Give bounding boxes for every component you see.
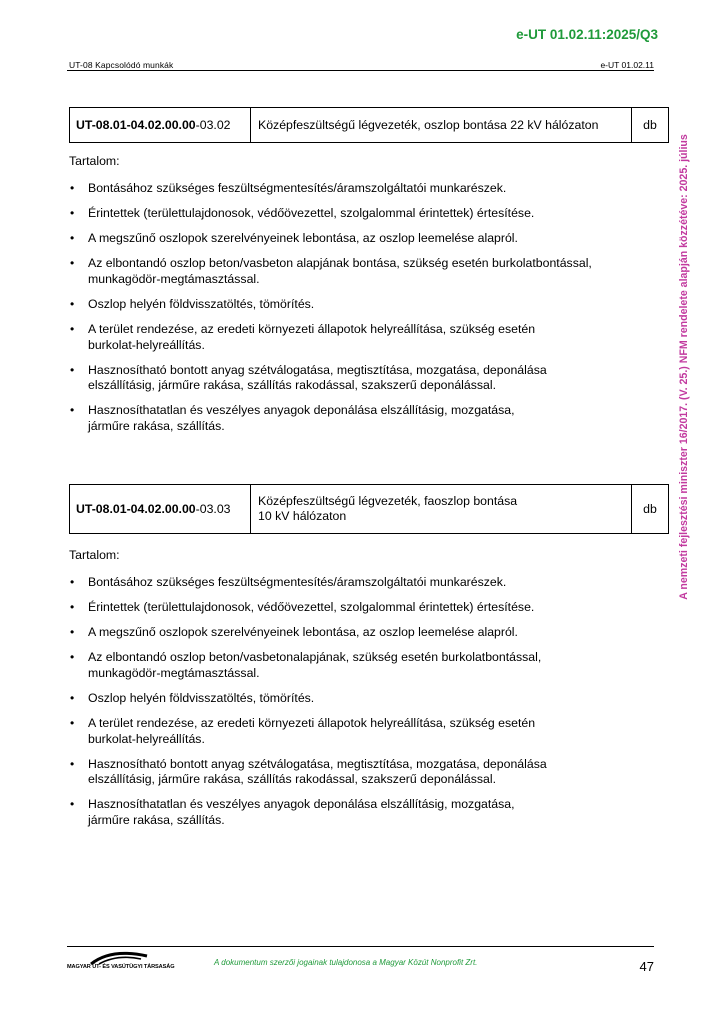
bullet-item: [69, 206, 629, 222]
bullet-icon: •: [70, 296, 75, 311]
bullet-icon: •: [70, 362, 75, 377]
bullet-text-line: munkagödör-megtámasztással.: [88, 271, 260, 286]
logo-text: MAGYAR ÚT- ÉS VASÚTÜGYI TÁRSASÁG: [67, 964, 175, 970]
bullet-item: [69, 757, 629, 788]
bullet-item: [69, 600, 629, 616]
bullet-text-line: Az elbontandó oszlop beton/vasbetonalapjának, szükség esetén burkolatbontással,: [88, 650, 542, 665]
bullet-text-line: Érintettek (területtulajdonosok, védőövezettel, szolgalommal érintettek) értesítése.: [88, 600, 535, 615]
side-note-text: A nemzeti fejlesztési miniszter 16/2017. (V. 25.) NFM rendelete alapján közzétéve: 2025. július: [678, 134, 690, 600]
item-code-cell: [70, 485, 251, 533]
company-logo: [67, 950, 175, 974]
bullet-item: [69, 297, 629, 313]
bullet-icon: •: [70, 206, 75, 221]
bullet-item: [69, 256, 629, 287]
section-header: UT-08 Kapcsolódó munkák: [69, 60, 174, 70]
footer-divider: [67, 946, 654, 947]
bullet-text-line: elszállításig, járműre rakása, szállítás rakodással, szakszerű deponálással.: [88, 772, 497, 787]
item-code: UT-08.01-04.02.00.00: [76, 118, 196, 132]
bullet-icon: •: [70, 322, 75, 337]
bullet-icon: •: [70, 690, 75, 705]
bullet-text-line: munkagödör-megtámasztással.: [88, 665, 260, 680]
item-title-line-1: Középfeszültségű légvezeték, oszlop bontása 22 kV hálózaton: [258, 117, 599, 132]
bullet-icon: •: [70, 797, 75, 812]
bullet-text-line: burkolat-helyreállítás.: [88, 731, 205, 746]
bullet-item: [69, 650, 629, 681]
bullet-text-line: Az elbontandó oszlop beton/vasbeton alapjának bontása, szükség esetén burkolatbontással,: [88, 256, 592, 271]
bullet-text-line: Hasznosítható bontott anyag szétválogatása, megtisztítása, mozgatása, deponálása: [88, 756, 547, 771]
item-title-cell: [251, 108, 632, 142]
item-code-suffix: -03.02: [195, 118, 231, 132]
content-label-1: Tartalom:: [69, 154, 120, 168]
item-title-line-1: Középfeszültségű légvezeték, faoszlop bontása: [258, 494, 518, 508]
bullet-icon: •: [70, 625, 75, 640]
item-table-2: [69, 484, 669, 534]
bullet-text-line: A megszűnő oszlopok szerelvényeinek lebontása, az oszlop leemelése alapról.: [88, 231, 518, 246]
item-unit: db: [643, 502, 657, 516]
bullet-text-line: Hasznosítható bontott anyag szétválogatása, megtisztítása, mozgatása, deponálása: [88, 362, 547, 377]
bullet-item: [69, 575, 629, 591]
bullet-text-line: Oszlop helyén földvisszatöltés, tömörítés.: [88, 690, 315, 705]
bullet-icon: •: [70, 403, 75, 418]
side-publication-note: [672, 99, 696, 634]
bullet-text-line: Bontásához szükséges feszültségmentesítés/áramszolgáltatói munkarészek.: [88, 181, 507, 195]
bullet-icon: •: [70, 600, 75, 615]
bullet-text-line: A terület rendezése, az eredeti környezeti állapotok helyreállítása, szükség esetén: [88, 716, 536, 731]
bullet-item: [69, 797, 629, 828]
bullet-icon: •: [70, 181, 75, 195]
bullet-item: [69, 691, 629, 707]
bullet-text-line: Bontásához szükséges feszültségmentesítés/áramszolgáltatói munkarészek.: [88, 575, 507, 589]
bullet-text-line: burkolat-helyreállítás.: [88, 337, 205, 352]
item-title-cell: [251, 485, 632, 533]
header-divider: [67, 70, 654, 71]
bullet-text-line: A terület rendezése, az eredeti környezeti állapotok helyreállítása, szükség esetén: [88, 322, 536, 337]
item-code: UT-08.01-04.02.00.00: [76, 502, 196, 516]
bullet-text-line: elszállításig, járműre rakása, szállítás rakodással, szakszerű deponálással.: [88, 378, 497, 393]
bullet-text-line: járműre rakása, szállítás.: [88, 813, 225, 828]
bullet-icon: •: [70, 256, 75, 271]
bullet-text-line: Hasznosíthatatlan és veszélyes anyagok deponálása elszállításig, mozgatása,: [88, 797, 515, 812]
bullet-text-line: Hasznosíthatatlan és veszélyes anyagok deponálása elszállításig, mozgatása,: [88, 403, 515, 418]
bullet-item: [69, 716, 629, 747]
document-code: e-UT 01.02.11:2025/Q3: [516, 27, 658, 42]
bullet-text-line: A megszűnő oszlopok szerelvényeinek lebontása, az oszlop leemelése alapról.: [88, 625, 518, 640]
document-reference: e-UT 01.02.11: [600, 60, 654, 70]
bullet-item: [69, 403, 629, 434]
bullet-icon: •: [70, 756, 75, 771]
content-list-2: [69, 575, 629, 838]
item-code-suffix: -03.03: [195, 502, 231, 516]
bullet-text-line: járműre rakása, szállítás.: [88, 419, 225, 434]
bullet-icon: •: [70, 716, 75, 731]
item-unit: db: [643, 118, 657, 132]
bullet-text-line: Oszlop helyén földvisszatöltés, tömörítés.: [88, 296, 315, 311]
bullet-item: [69, 363, 629, 394]
bullet-icon: •: [70, 650, 75, 665]
item-code-cell: [70, 108, 251, 142]
bullet-item: [69, 625, 629, 641]
page-number: 47: [639, 959, 654, 974]
item-title-line-2: 10 kV hálózaton: [258, 509, 347, 523]
item-table-1: [69, 107, 669, 143]
content-label-2: Tartalom:: [69, 548, 120, 562]
bullet-item: [69, 231, 629, 247]
bullet-item: [69, 322, 629, 353]
bullet-text-line: Érintettek (területtulajdonosok, védőövezettel, szolgalommal érintettek) értesítése.: [88, 206, 535, 221]
bullet-icon: •: [70, 231, 75, 246]
copyright-notice: A dokumentum szerzői jogainak tulajdonosa a Magyar Közút Nonprofit Zrt.: [214, 958, 478, 967]
bullet-icon: •: [70, 575, 75, 589]
content-list-1: [69, 181, 629, 444]
bullet-item: [69, 181, 629, 197]
